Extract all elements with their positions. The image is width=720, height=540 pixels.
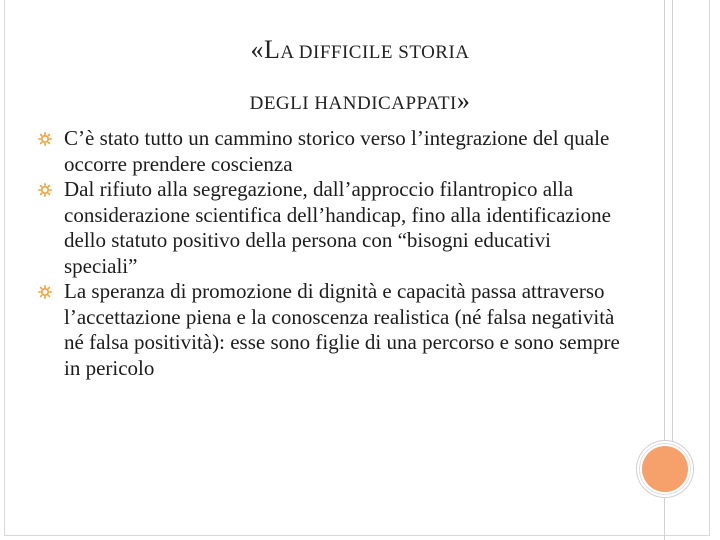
slide-title xyxy=(160,26,560,128)
rail-line-left xyxy=(664,0,665,448)
bullet-text-1: C’è stato tutto un cammino storico verso l’integrazione del quale occorre prendere coscienza xyxy=(64,126,610,176)
decorative-rail xyxy=(660,0,696,448)
title-close-quote: » xyxy=(456,86,471,115)
bullet-item-1 xyxy=(36,126,626,177)
bullet-item-2 xyxy=(36,177,626,279)
bullet-list xyxy=(36,126,626,381)
sun-icon xyxy=(38,183,52,197)
bullet-item-3 xyxy=(36,279,626,381)
title-drop-cap: L xyxy=(263,35,281,64)
sun-icon xyxy=(38,132,52,146)
decorative-circle-tail xyxy=(664,498,665,540)
title-line-2-text: DEGLI HANDICAPPATI xyxy=(249,93,457,114)
title-line-2 xyxy=(160,77,560,128)
bullet-text-2: Dal rifiuto alla segregazione, dall’approccio filantropico alla considerazione scientifica dell’handicap, fino alla identificazione dello statuto positivo della persona con “bisogni educativi speciali” xyxy=(64,177,611,278)
title-line-1 xyxy=(160,26,560,77)
rail-line-right xyxy=(672,0,673,448)
title-open-quote: « xyxy=(250,35,264,64)
sun-icon xyxy=(38,285,52,299)
bullet-text-3: La speranza di promozione di dignità e capacità passa attraverso l’accettazione piena e la conoscenza realistica (né falsa negatività né falsa positività): esse sono figlie di una percorso e sono sempre in pericolo xyxy=(64,279,620,380)
decorative-circle-fill xyxy=(642,446,688,492)
title-line-1-text: A DIFFICILE STORIA xyxy=(280,42,470,63)
